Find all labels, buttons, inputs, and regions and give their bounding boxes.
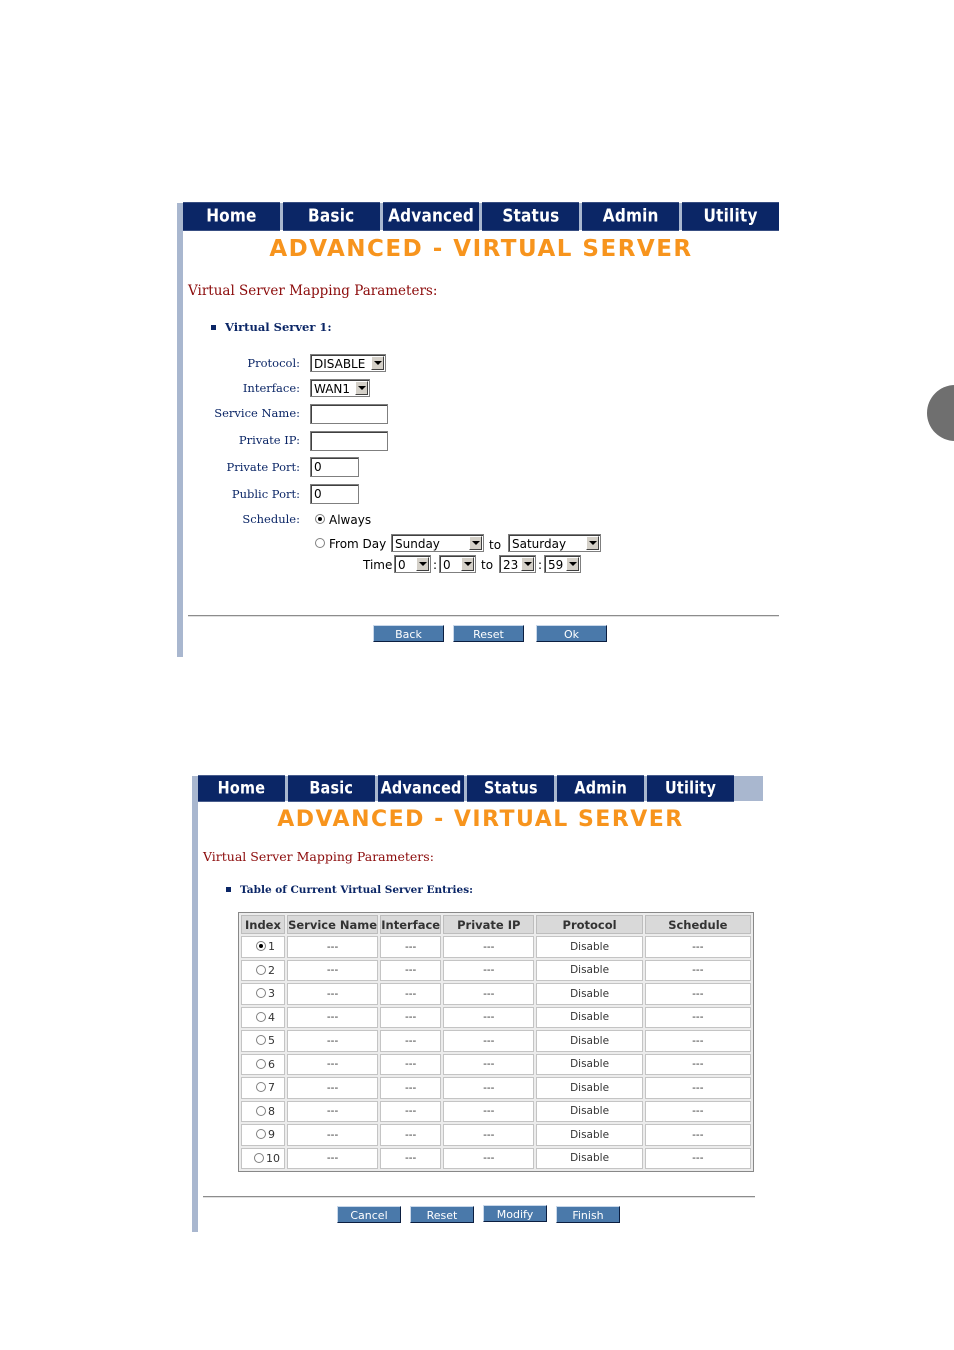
protocol-cell: Disable xyxy=(536,1124,642,1146)
nav-basic[interactable]: Basic xyxy=(288,775,375,802)
day-to-value: Saturday xyxy=(512,537,567,551)
row-select-radio[interactable] xyxy=(256,988,266,998)
day-to-select[interactable] xyxy=(508,534,601,552)
index-value: 6 xyxy=(268,1057,275,1071)
column-header: Index xyxy=(241,915,285,934)
service-name-cell: --- xyxy=(287,983,378,1005)
private-ip-cell: --- xyxy=(443,1077,534,1099)
protocol-cell: Disable xyxy=(536,1077,642,1099)
nav-utility[interactable]: Utility xyxy=(647,775,734,802)
service-name-cell: --- xyxy=(287,1030,378,1052)
section-title: Virtual Server Mapping Parameters: xyxy=(203,849,434,864)
table-row xyxy=(241,1054,751,1076)
table-header-row xyxy=(241,915,751,934)
schedule-cell: --- xyxy=(645,1124,751,1146)
row-select-radio[interactable] xyxy=(254,1153,264,1163)
chevron-down-icon[interactable] xyxy=(566,557,579,571)
colon-separator: : xyxy=(538,558,543,572)
interface-cell: --- xyxy=(380,1148,441,1170)
hour-to-value: 23 xyxy=(503,558,519,572)
protocol-cell: Disable xyxy=(536,936,642,958)
section-title: Virtual Server Mapping Parameters: xyxy=(188,283,438,299)
schedule-from-day-radio[interactable] xyxy=(315,538,325,548)
private-ip-cell: --- xyxy=(443,1030,534,1052)
service-name-cell: --- xyxy=(287,1148,378,1170)
protocol-select[interactable] xyxy=(310,354,386,372)
nav-home[interactable]: Home xyxy=(198,775,285,802)
protocol-cell: Disable xyxy=(536,983,642,1005)
page-title: ADVANCED - VIRTUAL SERVER xyxy=(277,807,684,832)
chevron-down-icon[interactable] xyxy=(521,557,534,571)
row-select-radio[interactable] xyxy=(256,941,266,951)
schedule-cell: --- xyxy=(645,1030,751,1052)
private-ip-cell: --- xyxy=(443,936,534,958)
index-value: 9 xyxy=(268,1128,275,1142)
interface-cell: --- xyxy=(380,1124,441,1146)
nav-status[interactable]: Status xyxy=(467,775,554,802)
schedule-always-radio[interactable] xyxy=(315,514,325,524)
chevron-down-icon[interactable] xyxy=(469,536,482,550)
schedule-cell: --- xyxy=(645,936,751,958)
nav-status[interactable]: Status xyxy=(482,202,579,231)
minute-from-value: 0 xyxy=(443,558,451,572)
protocol-cell: Disable xyxy=(536,1054,642,1076)
interface-value: WAN1 xyxy=(314,382,351,396)
top-nav xyxy=(183,203,779,230)
time-label: Time xyxy=(363,558,393,572)
index-value: 3 xyxy=(268,987,275,1001)
protocol-cell: Disable xyxy=(536,1101,642,1123)
table-row xyxy=(241,1148,751,1170)
nav-spacer xyxy=(737,776,763,801)
nav-advanced[interactable]: Advanced xyxy=(378,775,465,802)
cancel-button[interactable]: Cancel xyxy=(337,1206,401,1223)
nav-advanced[interactable]: Advanced xyxy=(383,202,480,231)
private-ip-label: Private IP: xyxy=(238,433,300,447)
row-select-radio[interactable] xyxy=(256,1106,266,1116)
row-select-radio[interactable] xyxy=(256,1012,266,1022)
reset-button[interactable]: Reset xyxy=(410,1206,474,1223)
row-select-radio[interactable] xyxy=(256,965,266,975)
chevron-down-icon[interactable] xyxy=(416,557,429,571)
table-row xyxy=(241,1124,751,1146)
schedule-cell: --- xyxy=(645,960,751,982)
table-row xyxy=(241,960,751,982)
private-port-label: Private Port: xyxy=(226,460,300,474)
nav-home[interactable]: Home xyxy=(183,202,280,231)
interface-select[interactable] xyxy=(310,379,370,397)
column-header: Private IP xyxy=(443,915,534,934)
chevron-down-icon[interactable] xyxy=(371,356,384,370)
day-from-select[interactable] xyxy=(391,534,484,552)
index-value: 5 xyxy=(268,1034,275,1048)
index-value: 1 xyxy=(268,940,275,954)
index-cell xyxy=(241,1007,285,1029)
virtual-server-form-screen xyxy=(177,203,779,657)
index-cell xyxy=(241,1148,285,1170)
always-label: Always xyxy=(329,513,372,527)
interface-label: Interface: xyxy=(242,381,300,395)
finish-button[interactable]: Finish xyxy=(556,1206,620,1223)
public-port-input[interactable] xyxy=(310,484,359,504)
column-header: Interface xyxy=(380,915,441,934)
row-select-radio[interactable] xyxy=(256,1129,266,1139)
interface-cell: --- xyxy=(380,936,441,958)
private-ip-cell: --- xyxy=(443,1007,534,1029)
private-ip-cell: --- xyxy=(443,983,534,1005)
table-row xyxy=(241,1077,751,1099)
service-name-cell: --- xyxy=(287,1007,378,1029)
nav-basic[interactable]: Basic xyxy=(283,202,380,231)
interface-cell: --- xyxy=(380,1030,441,1052)
divider xyxy=(203,1196,755,1198)
minute-to-select[interactable] xyxy=(544,555,581,573)
hour-to-select[interactable] xyxy=(499,555,536,573)
protocol-cell: Disable xyxy=(536,1030,642,1052)
to-label: to xyxy=(489,538,502,552)
index-cell xyxy=(241,1077,285,1099)
row-select-radio[interactable] xyxy=(256,1082,266,1092)
colon-separator: : xyxy=(433,558,438,572)
column-header: Protocol xyxy=(536,915,642,934)
private-ip-cell: --- xyxy=(443,960,534,982)
service-name-input[interactable] xyxy=(310,404,388,424)
index-cell xyxy=(241,960,285,982)
interface-cell: --- xyxy=(380,960,441,982)
hour-from-value: 0 xyxy=(398,558,406,572)
protocol-label: Protocol: xyxy=(247,356,300,370)
minute-to-value: 59 xyxy=(548,558,564,572)
table-row xyxy=(241,1030,751,1052)
service-name-label: Service Name: xyxy=(214,406,300,420)
index-value: 7 xyxy=(268,1081,275,1095)
private-ip-cell: --- xyxy=(443,1054,534,1076)
table-row xyxy=(241,983,751,1005)
virtual-server-table-screen xyxy=(192,776,763,1232)
bullet-icon xyxy=(211,325,216,330)
chevron-down-icon[interactable] xyxy=(461,557,474,571)
private-ip-input[interactable] xyxy=(310,431,388,451)
protocol-value: DISABLE xyxy=(314,357,366,371)
chevron-down-icon[interactable] xyxy=(586,536,599,550)
protocol-cell: Disable xyxy=(536,1148,642,1170)
from-day-label: From Day xyxy=(329,537,387,551)
table-row xyxy=(241,1101,751,1123)
reset-button[interactable]: Reset xyxy=(453,625,524,642)
left-border xyxy=(177,203,183,657)
index-cell xyxy=(241,1054,285,1076)
divider xyxy=(188,615,779,617)
left-border xyxy=(192,776,198,1232)
index-cell xyxy=(241,983,285,1005)
service-name-cell: --- xyxy=(287,960,378,982)
row-select-radio[interactable] xyxy=(256,1035,266,1045)
private-port-input[interactable] xyxy=(310,457,359,477)
schedule-cell: --- xyxy=(645,983,751,1005)
interface-cell: --- xyxy=(380,1101,441,1123)
interface-cell: --- xyxy=(380,1077,441,1099)
page-edge-tab xyxy=(927,385,954,441)
index-cell xyxy=(241,1101,285,1123)
nav-utility[interactable]: Utility xyxy=(682,202,779,231)
row-select-radio[interactable] xyxy=(256,1059,266,1069)
top-nav xyxy=(198,776,763,801)
protocol-cell: Disable xyxy=(536,960,642,982)
back-button[interactable]: Back xyxy=(373,625,444,642)
index-value: 10 xyxy=(266,1151,280,1165)
ok-button[interactable]: Ok xyxy=(536,625,607,642)
schedule-cell: --- xyxy=(645,1148,751,1170)
table-subtitle xyxy=(226,884,473,896)
virtual-server-table xyxy=(238,912,754,1172)
modify-button[interactable]: Modify xyxy=(483,1205,547,1222)
bullet-icon xyxy=(226,887,231,892)
index-value: 8 xyxy=(268,1104,275,1118)
day-from-value: Sunday xyxy=(395,537,440,551)
schedule-cell: --- xyxy=(645,1077,751,1099)
service-name-cell: --- xyxy=(287,936,378,958)
index-cell xyxy=(241,1030,285,1052)
column-header: Service Name xyxy=(287,915,378,934)
service-name-cell: --- xyxy=(287,1124,378,1146)
service-name-cell: --- xyxy=(287,1101,378,1123)
interface-cell: --- xyxy=(380,1007,441,1029)
protocol-cell: Disable xyxy=(536,1007,642,1029)
schedule-cell: --- xyxy=(645,1101,751,1123)
table-row xyxy=(241,936,751,958)
time-to-label: to xyxy=(481,558,494,572)
index-cell xyxy=(241,936,285,958)
index-value: 4 xyxy=(268,1010,275,1024)
page-title: ADVANCED - VIRTUAL SERVER xyxy=(269,236,693,262)
private-ip-cell: --- xyxy=(443,1148,534,1170)
public-port-label: Public Port: xyxy=(231,487,300,501)
interface-cell: --- xyxy=(380,1054,441,1076)
subtitle-text: Table of Current Virtual Server Entries: xyxy=(240,884,473,896)
private-ip-cell: --- xyxy=(443,1101,534,1123)
index-cell xyxy=(241,1124,285,1146)
nav-admin[interactable]: Admin xyxy=(582,202,679,231)
subtitle-text: Virtual Server 1: xyxy=(225,320,332,334)
column-header: Schedule xyxy=(645,915,751,934)
service-name-cell: --- xyxy=(287,1077,378,1099)
private-ip-cell: --- xyxy=(443,1124,534,1146)
index-value: 2 xyxy=(268,963,275,977)
chevron-down-icon[interactable] xyxy=(355,381,368,395)
table-row xyxy=(241,1007,751,1029)
interface-cell: --- xyxy=(380,983,441,1005)
schedule-cell: --- xyxy=(645,1054,751,1076)
service-name-cell: --- xyxy=(287,1054,378,1076)
minute-from-select[interactable] xyxy=(439,555,476,573)
hour-from-select[interactable] xyxy=(394,555,431,573)
virtual-server-subtitle xyxy=(211,320,332,334)
nav-admin[interactable]: Admin xyxy=(557,775,644,802)
schedule-cell: --- xyxy=(645,1007,751,1029)
schedule-label: Schedule: xyxy=(242,512,300,526)
